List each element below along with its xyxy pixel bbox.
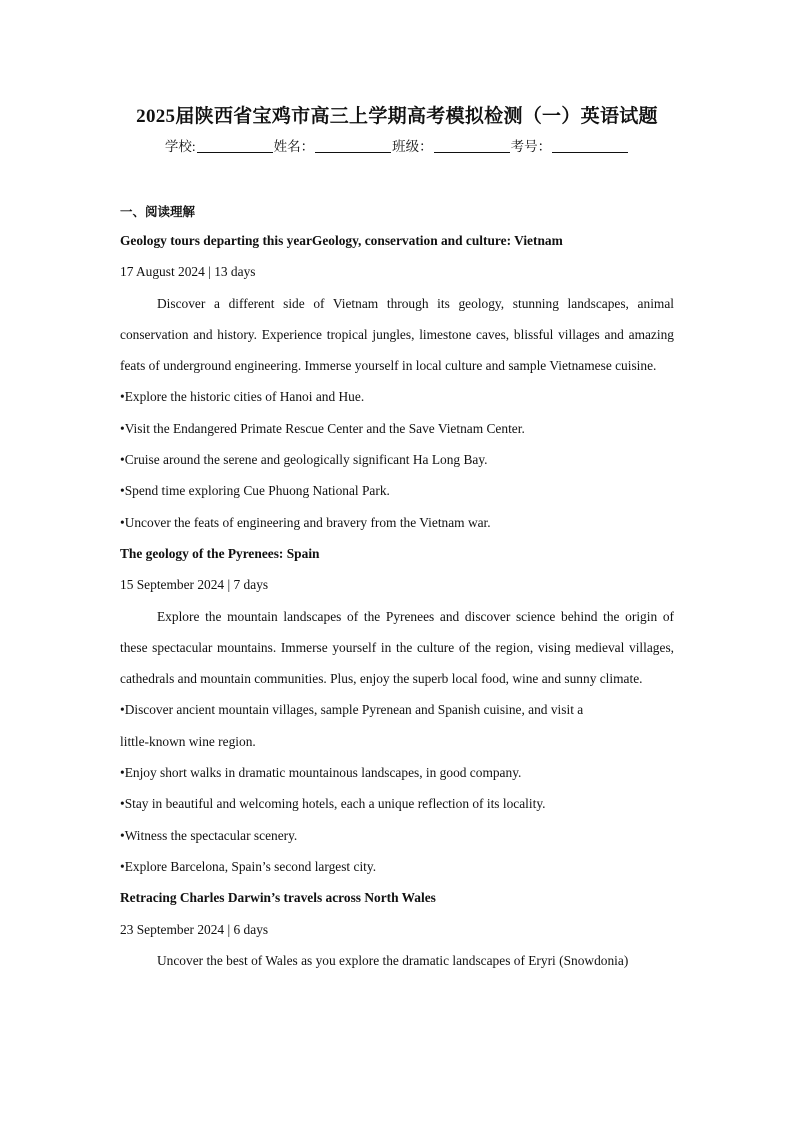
name-label: 姓名： — [273, 139, 315, 154]
tour-heading: Geology tours departing this yearGeology, conservation and culture: Vietnam — [120, 233, 563, 248]
exam-number-blank — [552, 139, 628, 153]
school-label: 学校: — [164, 139, 196, 154]
student-info-line — [0, 138, 794, 156]
tour-description: Explore the mountain landscapes of the Pyrenees and discover science behind the origin of these spectacular mountains. Immerse yourself in the culture of the region, vising medieval villages, cathedrals and mountain communities. Plus, enjoy the superb local food, wine and sunny climate. — [120, 608, 674, 687]
tour-description: Uncover the best of Wales as you explore the dramatic landscapes of Eryri (Snowdonia) — [157, 952, 629, 968]
section-heading: 一、阅读理解 — [120, 204, 196, 219]
school-blank — [197, 139, 273, 153]
tour-north-wales — [120, 882, 674, 976]
tour-heading: Retracing Charles Darwin’s travels across North Wales — [120, 890, 436, 906]
tour-description: Discover a different side of Vietnam through its geology, stunning landscapes, animal conservation and history. Experience tropical jungles, limestone caves, blissful villages and amazing feats of underground engineering. Immerse yourself in local culture and sample Vietnamese cuisine. — [120, 295, 674, 374]
tour-bullet: •Explore the historic cities of Hanoi and Hue. — [120, 389, 365, 405]
tour-date: 15 September 2024 | 7 days — [120, 577, 269, 593]
tour-bullet: •Uncover the feats of engineering and bravery from the Vietnam war. — [120, 514, 491, 530]
tour-pyrenees — [120, 538, 674, 882]
tour-bullet: •Discover ancient mountain villages, sample Pyrenean and Spanish cuisine, and visit a little-known wine region. — [120, 702, 584, 749]
tour-bullet: •Visit the Endangered Primate Rescue Center and the Save Vietnam Center. — [120, 420, 525, 436]
tour-heading: The geology of the Pyrenees: Spain — [120, 545, 320, 561]
name-blank — [315, 139, 391, 153]
tour-bullet: •Stay in beautiful and welcoming hotels, each a unique reflection of its locality. — [120, 796, 546, 812]
tour-vietnam — [120, 225, 674, 538]
tour-date: 17 August 2024 | 13 days — [120, 264, 256, 280]
tour-bullet: •Explore Barcelona, Spain’s second largest city. — [120, 858, 377, 874]
tour-date: 23 September 2024 | 6 days — [120, 921, 269, 937]
tour-bullet: •Cruise around the serene and geologically significant Ha Long Bay. — [120, 452, 488, 468]
class-label: 班级： — [392, 139, 433, 154]
tour-bullet: •Witness the spectacular scenery. — [120, 827, 298, 843]
class-blank — [434, 139, 510, 153]
tour-bullet: •Enjoy short walks in dramatic mountainous landscapes, in good company. — [120, 765, 522, 781]
exam-title: 2025届陕西省宝鸡市高三上学期高考模拟检测（一）英语试题 — [136, 106, 658, 127]
exam-number-label: 考号： — [510, 139, 552, 154]
tour-bullet: •Spend time exploring Cue Phuong National Park. — [120, 483, 390, 499]
reading-section — [120, 198, 674, 976]
